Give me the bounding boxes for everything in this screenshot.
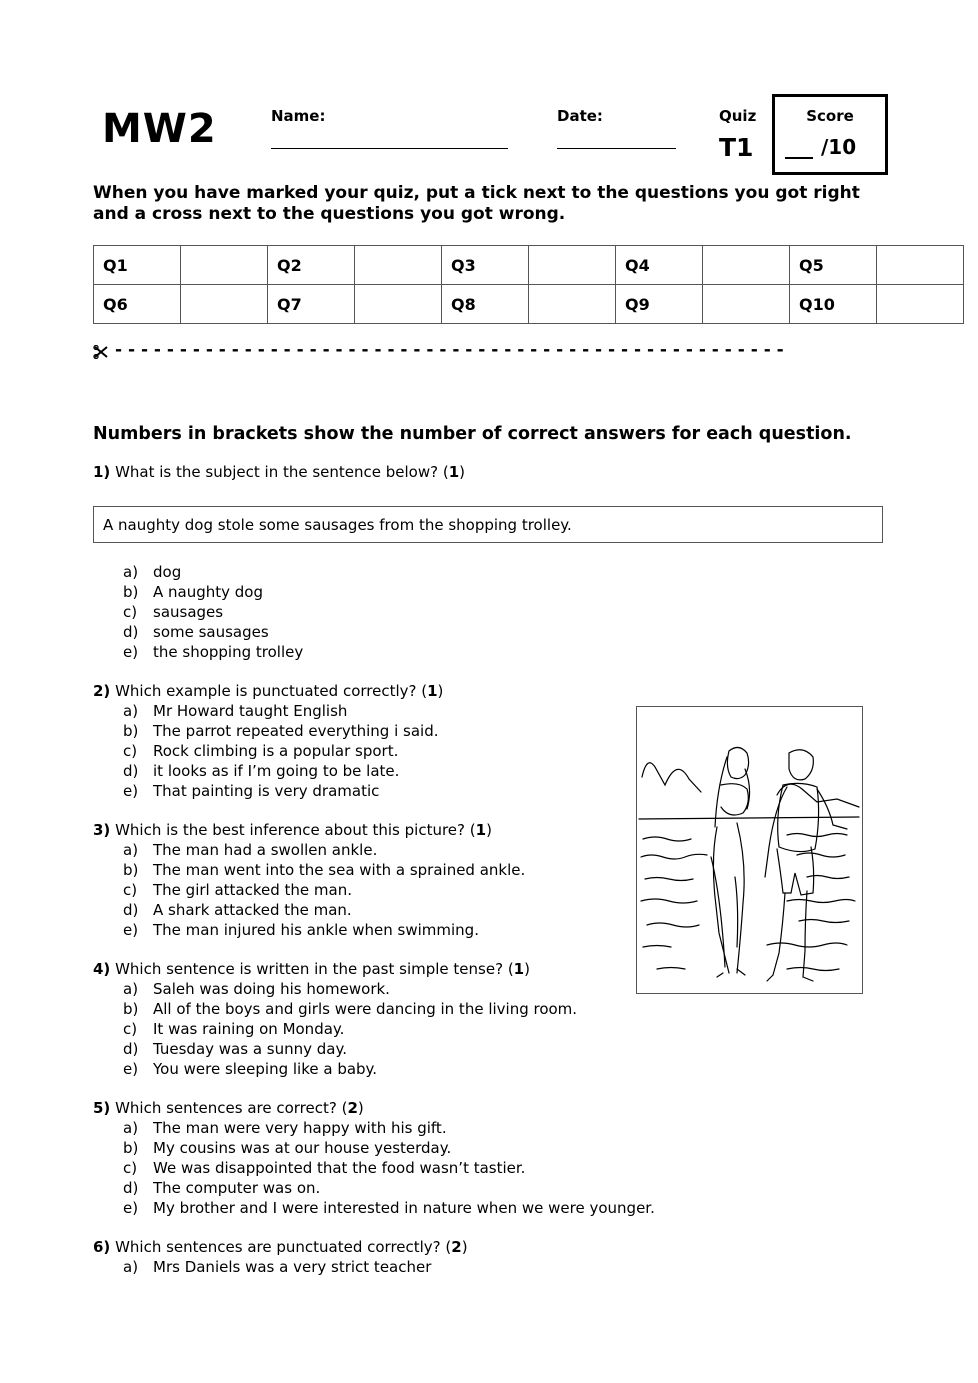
option-letter: e) [123,643,139,661]
option-letter: b) [123,1139,139,1157]
worksheet-code: MW2 [102,106,217,152]
question-label-cell: Q1 [94,246,181,285]
tick-cell[interactable] [529,246,616,285]
tick-cell[interactable] [355,246,442,285]
answer-option[interactable] [123,1159,525,1177]
question-3: 3) Which is the best inference about this picture? (1) [93,821,492,839]
option-text: dog [153,563,182,581]
answer-option[interactable] [123,603,223,621]
question-2: 2) Which example is punctuated correctly? (1) [93,682,444,700]
question-label-cell: Q6 [94,285,181,324]
question-text: Which example is punctuated correctly? [115,682,417,700]
question-text: Which is the best inference about this picture? [115,821,465,839]
answer-option[interactable] [123,782,379,800]
option-text: it looks as if I’m going to be late. [153,762,400,780]
tick-cell[interactable] [877,285,964,324]
quiz-label: Quiz [719,107,757,125]
name-label: Name: [271,107,326,125]
answer-option[interactable] [123,1119,447,1137]
score-box [772,94,888,175]
answer-option[interactable] [123,921,479,939]
option-letter: d) [123,901,139,919]
option-text: some sausages [153,623,269,641]
option-letter: e) [123,921,139,939]
option-letter: d) [123,1040,139,1058]
marking-instruction: When you have marked your quiz, put a tick next to the questions you got right and a cross next to the questions you got wrong. [93,183,860,224]
option-text: Mrs Daniels was a very strict teacher [153,1258,432,1276]
tick-table [93,245,964,324]
answer-option[interactable] [123,742,398,760]
tick-cell[interactable] [529,285,616,324]
option-text: All of the boys and girls were dancing in the living room. [153,1000,578,1018]
tick-table-row [94,246,964,285]
option-letter: a) [123,702,139,720]
option-text: You were sleeping like a baby. [153,1060,378,1078]
answer-option[interactable] [123,702,347,720]
question-label-cell: Q5 [790,246,877,285]
answer-option[interactable] [123,583,263,601]
option-letter: a) [123,980,139,998]
option-text: It was raining on Monday. [153,1020,345,1038]
beach-picture [636,706,863,994]
beach-illustration [637,707,862,993]
question-label-cell: Q7 [268,285,355,324]
option-text: Rock climbing is a popular sport. [153,742,399,760]
option-text: The man went into the sea with a sprained ankle. [153,861,526,879]
option-letter: e) [123,782,139,800]
option-letter: d) [123,762,139,780]
option-letter: e) [123,1199,139,1217]
option-letter: c) [123,1159,138,1177]
answer-option[interactable] [123,762,399,780]
quiz-number: T1 [719,133,754,162]
answer-count: 1 [475,821,487,839]
answer-option[interactable] [123,563,181,581]
question-number: 6) [93,1238,111,1256]
option-letter: c) [123,742,138,760]
cut-line: - - - - - - - - - - - - - - - - - - - - - - - - - - - - - - - - - - - - - - - - - - - - - - - - - - - - [115,340,784,360]
option-text: Tuesday was a sunny day. [153,1040,347,1058]
answer-option[interactable] [123,722,438,740]
question-number: 4) [93,960,111,978]
option-text: The man had a swollen ankle. [153,841,378,859]
option-letter: a) [123,1119,139,1137]
option-text: My brother and I were interested in nature when we were younger. [153,1199,655,1217]
example-sentence: A naughty dog stole some sausages from the shopping trolley. [103,516,572,534]
question-5: 5) Which sentences are correct? (2) [93,1099,364,1117]
option-letter: c) [123,603,138,621]
option-letter: a) [123,563,139,581]
name-field[interactable] [271,148,508,149]
tick-cell[interactable] [703,285,790,324]
option-text: My cousins was at our house yesterday. [153,1139,452,1157]
option-letter: e) [123,1060,139,1078]
answer-count: 1 [513,960,525,978]
option-text: The man injured his ankle when swimming. [153,921,479,939]
option-text: A naughty dog [153,583,264,601]
tick-cell[interactable] [703,246,790,285]
option-letter: b) [123,722,139,740]
question-1: 1) What is the subject in the sentence below? (1) [93,463,466,481]
option-letter: b) [123,583,139,601]
option-letter: a) [123,1258,139,1276]
option-letter: c) [123,881,138,899]
answer-option[interactable] [123,1020,344,1038]
question-label-cell: Q9 [616,285,703,324]
answer-option[interactable] [123,881,352,899]
answer-option[interactable] [123,623,269,641]
question-label-cell: Q2 [268,246,355,285]
question-text: Which sentence is written in the past simple tense? [115,960,504,978]
answer-count: 1 [427,682,438,700]
option-text: A shark attacked the man. [153,901,352,919]
option-text: We was disappointed that the food wasn’t tastier. [153,1159,526,1177]
option-letter: a) [123,841,139,859]
option-text: sausages [153,603,224,621]
option-text: The man were very happy with his gift. [153,1119,447,1137]
scissors-icon [93,345,109,359]
date-label: Date: [557,107,603,125]
answer-option[interactable] [123,1040,347,1058]
option-text: Mr Howard taught English [153,702,348,720]
score-blank-field[interactable] [785,157,813,159]
example-sentence-box [93,506,883,543]
question-label-cell: Q8 [442,285,529,324]
answer-option[interactable] [123,980,390,998]
tick-cell[interactable] [181,246,268,285]
option-text: the shopping trolley [153,643,304,661]
option-text: The computer was on. [153,1179,321,1197]
option-letter: b) [123,861,139,879]
question-label-cell: Q3 [442,246,529,285]
question-4: 4) Which sentence is written in the past simple tense? (1) [93,960,530,978]
question-label-cell: Q10 [790,285,877,324]
question-number: 1) [93,463,111,481]
option-text: Saleh was doing his homework. [153,980,390,998]
answer-option[interactable] [123,1258,431,1276]
option-letter: d) [123,623,139,641]
answer-count: 2 [347,1099,358,1117]
answer-option[interactable] [123,1199,655,1217]
option-letter: c) [123,1020,138,1038]
answer-option[interactable] [123,1179,320,1197]
answer-option[interactable] [123,841,377,859]
question-number: 5) [93,1099,111,1117]
option-text: The parrot repeated everything i said. [153,722,439,740]
tick-cell[interactable] [181,285,268,324]
option-letter: b) [123,1000,139,1018]
instructions-subheading: Numbers in brackets show the number of correct answers for each question. [93,424,852,444]
option-text: That painting is very dramatic [153,782,380,800]
answer-option[interactable] [123,1139,451,1157]
option-letter: d) [123,1179,139,1197]
date-field[interactable] [557,148,676,149]
tick-cell[interactable] [355,285,442,324]
question-text: Which sentences are correct? [115,1099,337,1117]
tick-cell[interactable] [877,246,964,285]
score-label: Score [806,107,854,125]
tick-table-row [94,285,964,324]
question-label-cell: Q4 [616,246,703,285]
score-total: /10 [821,135,857,159]
answer-option[interactable] [123,1060,377,1078]
question-number: 2) [93,682,111,700]
question-text: Which sentences are punctuated correctly? [115,1238,441,1256]
answer-count: 2 [451,1238,462,1256]
question-number: 3) [93,821,111,839]
answer-option[interactable] [123,861,525,879]
answer-option[interactable] [123,643,303,661]
question-text: What is the subject in the sentence below? [115,463,439,481]
answer-option[interactable] [123,901,352,919]
answer-option[interactable] [123,1000,577,1018]
question-6: 6) Which sentences are punctuated correctly? (2) [93,1238,468,1256]
option-text: The girl attacked the man. [153,881,352,899]
answer-count: 1 [448,463,460,481]
